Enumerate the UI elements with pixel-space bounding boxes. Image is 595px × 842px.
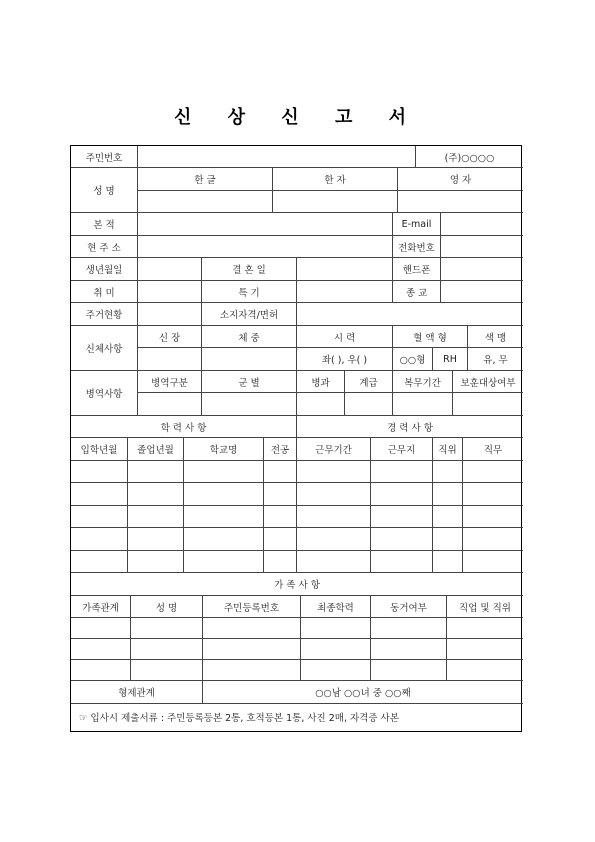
family-cell[interactable] — [301, 618, 371, 639]
field-rank[interactable] — [345, 393, 393, 416]
label-physical: 신체사항 — [71, 326, 138, 371]
label-resident-number: 주민번호 — [71, 146, 138, 168]
edu-career-cell[interactable] — [184, 483, 264, 505]
field-military-type[interactable] — [138, 393, 202, 416]
edu-career-cell[interactable] — [297, 506, 371, 528]
edu-career-cell[interactable] — [297, 483, 371, 505]
field-mobile[interactable] — [441, 258, 523, 281]
col-duty: 직무 — [463, 438, 523, 461]
edu-career-cell[interactable] — [184, 461, 264, 483]
edu-career-cell[interactable] — [463, 483, 523, 505]
field-color-blind[interactable]: 유, 무 — [468, 348, 523, 371]
field-height[interactable] — [138, 348, 202, 371]
edu-career-cell[interactable] — [433, 461, 463, 483]
edu-career-cell[interactable] — [128, 506, 184, 528]
edu-career-cell[interactable] — [128, 551, 184, 573]
field-domicile[interactable] — [138, 213, 393, 236]
family-cell[interactable] — [371, 639, 447, 660]
header-hangul: 한 글 — [138, 168, 273, 191]
edu-career-cell[interactable] — [71, 461, 128, 483]
edu-career-cell[interactable] — [371, 506, 433, 528]
label-special-skill: 특 기 — [202, 281, 297, 303]
edu-career-cell[interactable] — [264, 528, 297, 550]
education-section-header: 학 력 사 항 — [71, 416, 297, 438]
header-branch: 군 별 — [202, 371, 297, 393]
edu-career-cell[interactable] — [433, 483, 463, 505]
header-military-type: 병역구분 — [138, 371, 202, 393]
field-blood-type[interactable]: ○○형 — [393, 348, 433, 371]
label-license: 소지자격/면허 — [202, 303, 297, 326]
field-siblings[interactable]: ○○남 ○○녀 중 ○○째 — [203, 681, 523, 704]
family-cell[interactable] — [203, 660, 301, 681]
field-vision[interactable]: 좌( ), 우( ) — [297, 348, 393, 371]
field-weight[interactable] — [202, 348, 297, 371]
field-name-hanja[interactable] — [273, 191, 398, 213]
edu-career-cell[interactable] — [264, 483, 297, 505]
edu-career-cell[interactable] — [463, 506, 523, 528]
edu-career-cell[interactable] — [433, 506, 463, 528]
label-address: 현 주 소 — [71, 236, 138, 258]
family-cell[interactable] — [131, 639, 203, 660]
label-mobile: 핸드폰 — [393, 258, 441, 281]
label-housing: 주거현황 — [71, 303, 138, 326]
col-admission-date: 입학년월 — [71, 438, 128, 461]
col-family-cohabiting: 동거여부 — [371, 596, 447, 618]
personal-info-form — [70, 145, 522, 732]
col-family-education: 최종학력 — [301, 596, 371, 618]
edu-career-cell[interactable] — [371, 528, 433, 550]
label-email: E-mail — [393, 213, 441, 236]
col-position: 직위 — [433, 438, 463, 461]
col-workplace: 근무지 — [371, 438, 433, 461]
col-major: 전공 — [264, 438, 297, 461]
field-branch[interactable] — [202, 393, 297, 416]
header-service-period: 복무기간 — [393, 371, 453, 393]
edu-career-cell[interactable] — [264, 461, 297, 483]
edu-career-cell[interactable] — [184, 551, 264, 573]
edu-career-cell[interactable] — [371, 461, 433, 483]
header-height: 신 장 — [138, 326, 202, 348]
header-veteran-status: 보훈대상여부 — [453, 371, 523, 393]
label-phone: 전화번호 — [393, 236, 441, 258]
edu-career-cell[interactable] — [128, 528, 184, 550]
edu-career-cell[interactable] — [264, 506, 297, 528]
family-cell[interactable] — [131, 660, 203, 681]
col-work-period: 근무기간 — [297, 438, 371, 461]
field-email[interactable] — [441, 213, 523, 236]
family-cell[interactable] — [447, 618, 523, 639]
field-religion[interactable] — [441, 281, 523, 303]
edu-career-cell[interactable] — [71, 551, 128, 573]
field-name-english[interactable] — [398, 191, 523, 213]
field-birth-date[interactable] — [138, 258, 202, 281]
header-rank: 계급 — [345, 371, 393, 393]
field-wedding-date[interactable] — [297, 258, 393, 281]
header-blood-type: 혈 액 형 — [393, 326, 468, 348]
family-cell[interactable] — [371, 618, 447, 639]
document-title: 신 상 신 고 서 — [173, 107, 421, 128]
company-label: (주)○○○○ — [416, 146, 523, 168]
field-service-period[interactable] — [393, 393, 453, 416]
family-cell[interactable] — [301, 639, 371, 660]
edu-career-cell[interactable] — [463, 551, 523, 573]
header-vision: 시 력 — [297, 326, 393, 348]
label-domicile: 본 적 — [71, 213, 138, 236]
family-cell[interactable] — [71, 639, 131, 660]
family-cell[interactable] — [371, 660, 447, 681]
edu-career-cell[interactable] — [371, 483, 433, 505]
edu-career-cell[interactable] — [71, 506, 128, 528]
field-special-skill[interactable] — [297, 281, 393, 303]
field-specialty[interactable] — [297, 393, 345, 416]
field-hobby[interactable] — [138, 281, 202, 303]
col-family-resident-number: 주민등록번호 — [203, 596, 301, 618]
edu-career-cell[interactable] — [433, 528, 463, 550]
label-wedding-date: 결 혼 일 — [202, 258, 297, 281]
field-housing[interactable] — [138, 303, 202, 326]
edu-career-cell[interactable] — [371, 551, 433, 573]
edu-career-cell[interactable] — [433, 551, 463, 573]
header-hanja: 한 자 — [273, 168, 398, 191]
col-family-name: 성 명 — [131, 596, 203, 618]
family-cell[interactable] — [447, 639, 523, 660]
family-cell[interactable] — [203, 639, 301, 660]
family-cell[interactable] — [203, 618, 301, 639]
label-birth-date: 생년월일 — [71, 258, 138, 281]
edu-career-cell[interactable] — [128, 483, 184, 505]
edu-career-cell[interactable] — [71, 528, 128, 550]
family-cell[interactable] — [71, 618, 131, 639]
edu-career-cell[interactable] — [297, 551, 371, 573]
family-cell[interactable] — [71, 660, 131, 681]
submission-note: ☞ 입사시 제출서류 : 주민등록등본 2통, 호적등본 1통, 사진 2매, 자격증 사본 — [79, 713, 399, 724]
edu-career-cell[interactable] — [297, 461, 371, 483]
header-specialty: 병과 — [297, 371, 345, 393]
header-weight: 체 중 — [202, 326, 297, 348]
field-name-hangul[interactable] — [138, 191, 273, 213]
field-address[interactable] — [138, 236, 393, 258]
col-graduation-date: 졸업년월 — [128, 438, 184, 461]
family-section-header: 가 족 사 항 — [71, 573, 523, 596]
col-family-relation: 가족관계 — [71, 596, 131, 618]
field-resident-number[interactable] — [138, 146, 416, 168]
family-cell[interactable] — [447, 660, 523, 681]
family-cell[interactable] — [131, 618, 203, 639]
edu-career-cell[interactable] — [128, 461, 184, 483]
edu-career-cell[interactable] — [463, 528, 523, 550]
edu-career-cell[interactable] — [184, 506, 264, 528]
label-hobby: 취 미 — [71, 281, 138, 303]
field-rh[interactable]: RH — [433, 348, 468, 371]
edu-career-cell[interactable] — [71, 483, 128, 505]
edu-career-cell[interactable] — [463, 461, 523, 483]
edu-career-cell[interactable] — [184, 528, 264, 550]
edu-career-cell[interactable] — [264, 551, 297, 573]
field-phone[interactable] — [441, 236, 523, 258]
col-school-name: 학교명 — [184, 438, 264, 461]
field-license[interactable] — [297, 303, 523, 326]
career-section-header: 경 력 사 항 — [297, 416, 523, 438]
edu-career-cell[interactable] — [297, 528, 371, 550]
label-religion: 종 교 — [393, 281, 441, 303]
label-siblings: 형제관계 — [71, 681, 203, 704]
label-name: 성 명 — [71, 168, 138, 213]
col-family-occupation: 직업 및 직위 — [447, 596, 523, 618]
field-veteran-status[interactable] — [453, 393, 523, 416]
header-color-blind: 색 맹 — [468, 326, 523, 348]
header-english: 영 자 — [398, 168, 523, 191]
family-cell[interactable] — [301, 660, 371, 681]
label-military: 병역사항 — [71, 371, 138, 416]
